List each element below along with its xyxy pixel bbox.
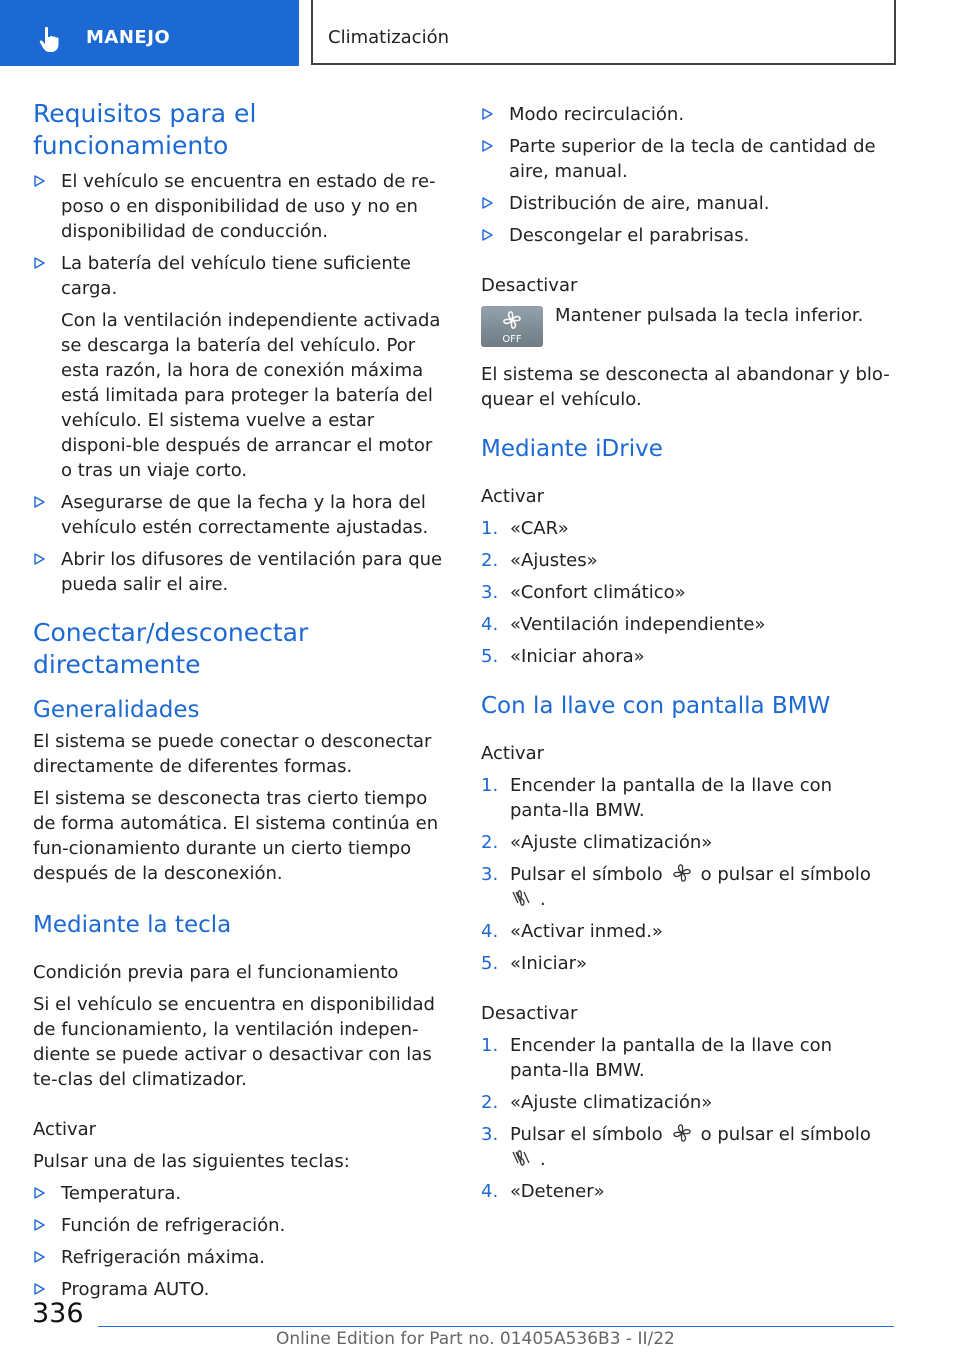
step-item	[481, 1090, 896, 1115]
step-text: «Iniciar ahora»	[510, 646, 645, 667]
step-text-period: .	[540, 889, 546, 910]
section-title: MANEJO	[86, 27, 171, 48]
step-number: 2.	[481, 1092, 499, 1113]
fan-symbol-icon	[671, 1123, 693, 1143]
page-number: 336	[32, 1298, 84, 1329]
bullet-triangle-icon	[34, 496, 45, 508]
list-item-text: Programa AUTO.	[61, 1279, 210, 1300]
step-item	[481, 644, 896, 669]
list-item	[33, 1245, 449, 1270]
step-number: 2.	[481, 550, 499, 571]
bullet-triangle-icon	[34, 257, 45, 269]
list-item-text: La batería del vehículo tiene suficiente carga.	[61, 253, 411, 299]
step-item	[481, 1033, 896, 1083]
list-item	[33, 1277, 449, 1302]
step-item	[481, 612, 896, 637]
step-text-period: .	[540, 1149, 546, 1170]
paragraph: Si el vehículo se encuentra en disponibilidad de funcionamiento, la ventilación indepen-diente se puede activar o desactivar con las te-clas del climatizador.	[33, 994, 435, 1090]
step-number: 4.	[481, 614, 499, 635]
vent-fan-symbol-icon	[510, 888, 532, 908]
list-item-text: Asegurarse de que la fecha y la hora del vehículo estén correctamente ajustadas.	[61, 492, 429, 538]
step-item	[481, 548, 896, 573]
subheading-activar: Activar	[33, 1119, 97, 1140]
heading-conectar: Conectar/desconectar directamente	[33, 618, 309, 679]
hand-pointer-icon	[36, 24, 66, 54]
left-column	[33, 94, 449, 1302]
step-text: Encender la pantalla de la llave con panta-lla BMW.	[510, 775, 833, 821]
step-number: 3.	[481, 864, 499, 885]
list-item-text: Refrigeración máxima.	[61, 1247, 265, 1268]
step-number: 1.	[481, 775, 499, 796]
list-item-text: Abrir los difusores de ventilación para que pueda salir el aire.	[61, 549, 443, 595]
subheading-desactivar-llave: Desactivar	[481, 1003, 578, 1024]
list-item-text: El vehículo se encuentra en estado de re-poso o en disponibilidad de uso y no en disponibilidad de conducción.	[61, 171, 436, 242]
fan-off-key-image	[481, 306, 543, 347]
bullet-triangle-icon	[34, 553, 45, 565]
edition-text: Online Edition for Part no. 01405A536B3 - II/22	[276, 1329, 675, 1349]
step-text-part: Pulsar el símbolo	[510, 1124, 663, 1145]
list-item-text: Descongelar el parabrisas.	[509, 225, 750, 246]
list-item-text: Distribución de aire, manual.	[509, 193, 770, 214]
paragraph: El sistema se puede conectar o desconectar directamente de diferentes formas.	[33, 731, 432, 777]
step-number: 3.	[481, 1124, 499, 1145]
list-item	[481, 134, 896, 184]
fan-icon	[481, 306, 543, 347]
page-header	[0, 0, 960, 66]
heading-llave: Con la llave con pantalla BMW	[481, 693, 831, 719]
vent-fan-symbol-icon	[510, 1148, 532, 1168]
step-text: «Detener»	[510, 1181, 605, 1202]
step-item	[481, 1179, 896, 1204]
paragraph: El sistema se desconecta tras cierto tiempo de forma automática. El sistema continúa en fun-cionamiento durante un cierto tiempo después de la desconexión.	[33, 788, 439, 884]
list-item	[33, 169, 449, 244]
step-item	[481, 951, 896, 976]
bullet-triangle-icon	[34, 1251, 45, 1263]
paragraph: El sistema se desconecta al abandonar y blo-quear el vehículo.	[481, 364, 890, 410]
step-item	[481, 919, 896, 944]
list-item	[481, 191, 896, 216]
step-text: «Activar inmed.»	[510, 921, 663, 942]
bullet-triangle-icon	[34, 1219, 45, 1231]
step-text: «Iniciar»	[510, 953, 588, 974]
bullet-triangle-icon	[34, 1283, 45, 1295]
subheading-activar-llave: Activar	[481, 743, 545, 764]
step-number: 3.	[481, 582, 499, 603]
step-text-part: o pulsar el símbolo	[700, 1124, 871, 1145]
step-number: 1.	[481, 1035, 499, 1056]
step-number: 5.	[481, 646, 499, 667]
step-item	[481, 516, 896, 541]
step-text: «Ajustes»	[510, 550, 598, 571]
step-text-part: Pulsar el símbolo	[510, 864, 663, 885]
bullet-triangle-icon	[482, 108, 493, 120]
step-item	[481, 580, 896, 605]
chapter-title: Climatización	[328, 27, 449, 48]
fan-symbol-icon	[671, 863, 693, 883]
heading-idrive: Mediante iDrive	[481, 436, 663, 462]
step-text: «Ajuste climatización»	[510, 1092, 713, 1113]
step-item	[481, 773, 896, 823]
list-item	[33, 1213, 449, 1238]
step-text: Encender la pantalla de la llave con panta-lla BMW.	[510, 1035, 833, 1081]
key-off-label: OFF	[502, 334, 522, 345]
heading-generalidades: Generalidades	[33, 697, 200, 723]
subheading-desactivar: Desactivar	[481, 275, 578, 296]
list-item	[481, 102, 896, 127]
step-text: «CAR»	[510, 518, 569, 539]
section-tab	[0, 0, 299, 66]
list-item-text: Temperatura.	[61, 1183, 182, 1204]
step-text: «Confort climático»	[510, 582, 686, 603]
bullet-triangle-icon	[482, 140, 493, 152]
step-text-part: o pulsar el símbolo	[700, 864, 871, 885]
key-description: Mantener pulsada la tecla inferior.	[555, 305, 864, 326]
subheading-condicion: Condición previa para el funcionamiento	[33, 962, 399, 983]
step-item	[481, 1122, 896, 1172]
step-number: 5.	[481, 953, 499, 974]
subheading-activar-idrive: Activar	[481, 486, 545, 507]
list-item-note: Con la ventilación independiente activada se descarga la batería del vehículo. Por esta razón, la hora de conexión máxima está limitada para proteger la batería del vehículo. El sistema vuelve a estar disponi-ble después de arrancar el motor o tras un viaje corto.	[61, 310, 441, 481]
list-item	[33, 251, 449, 483]
bullet-triangle-icon	[34, 1187, 45, 1199]
key-row	[481, 303, 896, 351]
right-column	[481, 94, 896, 1204]
bullet-triangle-icon	[482, 197, 493, 209]
step-text	[510, 1122, 896, 1172]
step-item	[481, 862, 896, 912]
heading-tecla: Mediante la tecla	[33, 912, 232, 938]
list-item	[33, 1181, 449, 1206]
bullet-triangle-icon	[482, 229, 493, 241]
step-text: «Ventilación independiente»	[510, 614, 766, 635]
paragraph: Pulsar una de las siguientes teclas:	[33, 1151, 350, 1172]
step-text: «Ajuste climatización»	[510, 832, 713, 853]
step-text	[510, 862, 896, 912]
list-item	[481, 223, 896, 248]
step-number: 1.	[481, 518, 499, 539]
step-item	[481, 830, 896, 855]
heading-requisitos: Requisitos para el funcionamiento	[33, 99, 257, 160]
footer-divider	[98, 1326, 894, 1327]
step-number: 4.	[481, 1181, 499, 1202]
bullet-triangle-icon	[34, 175, 45, 187]
list-item	[33, 490, 449, 540]
list-item-text: Parte superior de la tecla de cantidad de aire, manual.	[509, 136, 876, 182]
step-number: 2.	[481, 832, 499, 853]
chapter-box	[311, 0, 896, 65]
list-item-text: Función de refrigeración.	[61, 1215, 286, 1236]
list-item-text: Modo recirculación.	[509, 104, 685, 125]
step-number: 4.	[481, 921, 499, 942]
list-item	[33, 547, 449, 597]
